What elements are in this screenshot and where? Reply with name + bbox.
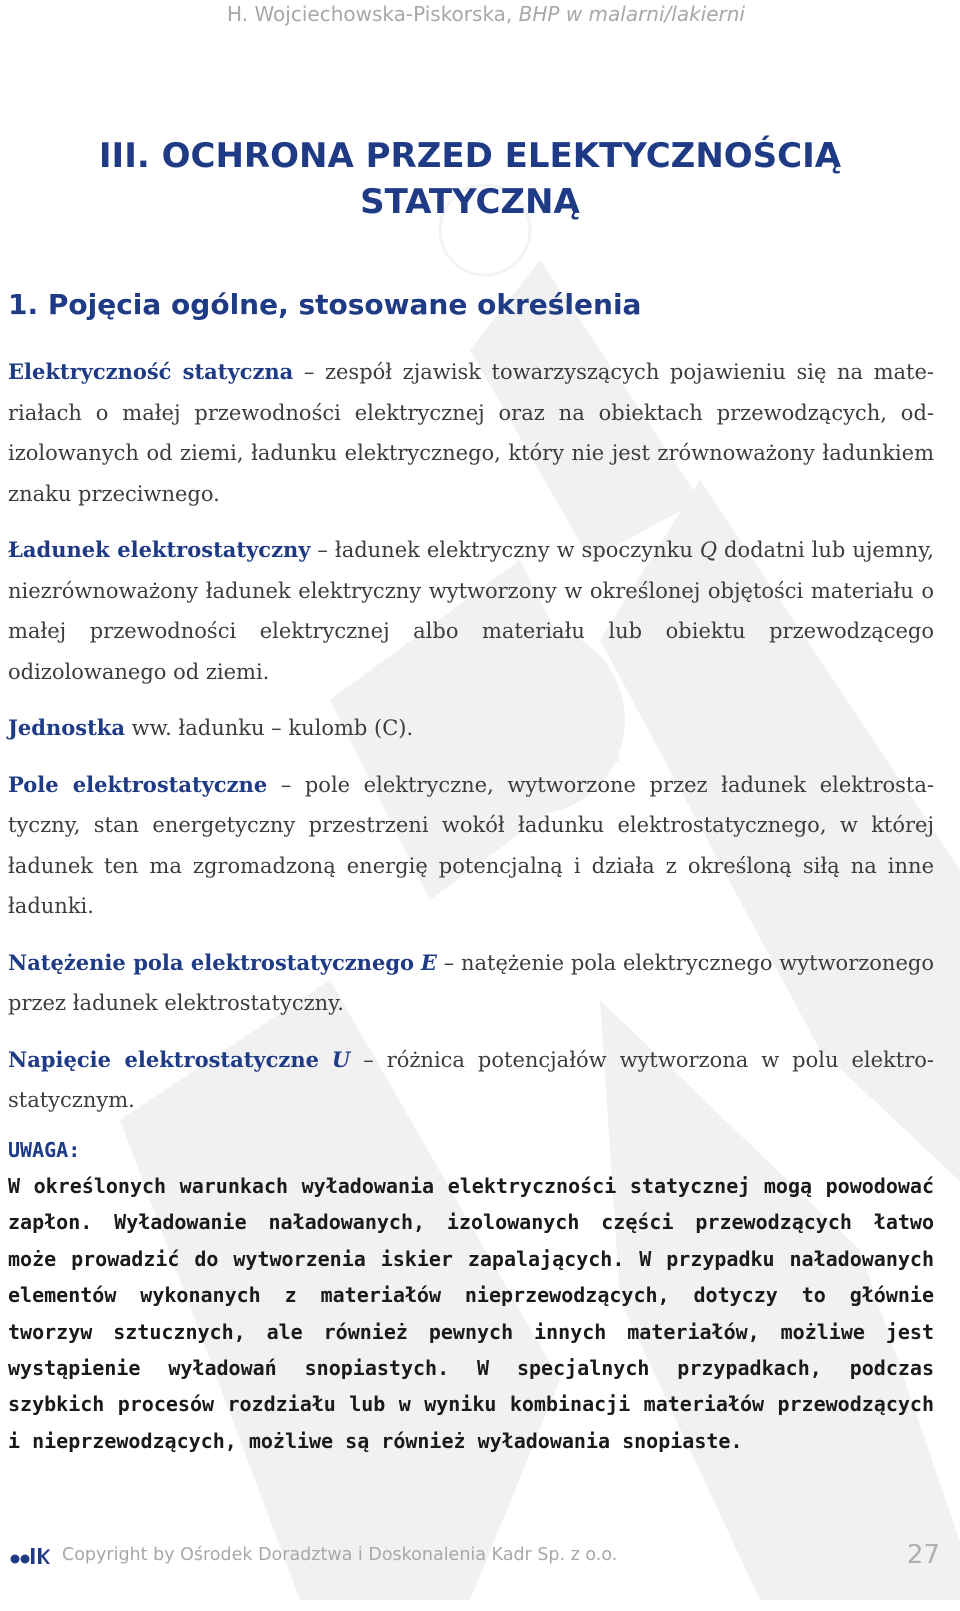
- definition-electrostatic-field: Pole elektrostatyczne – pole elektryczne, wytworzone przez ładunek elektrostatyczny, stan energetyczny przestrzeni wokół ładunku elektrostatycznego, w której ładunek ten ma zgromadzoną energię potencjalną i działa z określoną siłą na inne ładunki.: [8, 771, 934, 918]
- chapter-title-line2: STATYCZNĄ: [360, 182, 580, 222]
- definition-electrostatics: Elektryczność statyczna – zespół zjawisk towarzyszących pojawieniu się na materiałach o małej przewodności elektrycznej oraz na obiektach przewodzących, odizolowanych od ziemi, ładunku elektrycznego, który nie jest zrównoważony ładunkiem znaku przeciwnego.: [8, 359, 934, 506]
- definition-electrostatic-charge: Ładunek elektrostatyczny – ładunek elektryczny w spoczynku Q dodatni lub ujemny, niezrównoważony ładunek elektryczny wytworzony w określonej objętości materiału o małej przewodności elektrycznej albo materiału lub obiektu przewodzącego odizolowanego od ziemi.: [8, 537, 934, 684]
- definition-text: różnica potencjałów wytworzona w polu elektrostatycznym.: [8, 1047, 934, 1112]
- symbol-e: E: [420, 949, 437, 975]
- section-title: 1. Pojęcia ogólne, stosowane określenia: [8, 288, 642, 321]
- chapter-title-line1: III. OCHRONA PRZED ELEKTYCZNOŚCIĄ: [98, 136, 842, 176]
- chapter-title: [0, 133, 940, 225]
- header-book-title: BHP w malarni/lakierni: [518, 2, 745, 26]
- note-heading: UWAGA:: [8, 1138, 81, 1162]
- footer-copyright: Copyright by Ośrodek Doradztwa i Doskonalenia Kadr Sp. z o.o.: [62, 1545, 618, 1565]
- definition-term: Napięcie elektrostatyczne: [8, 1046, 319, 1072]
- note-text: W określonych warunkach wyładowania elektryczności statycznej mogą powodować zapłon. Wyładowanie naładowanych, izolowanych części przewodzących łatwo może prowadzić do wytworzenia iskier zapalających. W przypadku naładowanych elementów wykonanych z materiałów nieprzewodzących, dotyczy to głównie tworzyw sztucznych, ale również pewnych innych materiałów, możliwe jest wystąpienie wyładowań snopiastych. W specjalnych przypadkach, podczas szybkich procesów rozdziału lub w wyniku kombinacji materiałów przewodzących i nieprzewodzących, możliwe są również wyładowania snopiaste.: [8, 1174, 934, 1453]
- definition-term: Ładunek elektrostatyczny: [8, 537, 311, 562]
- definition-term: Elektryczność statyczna: [8, 359, 294, 384]
- definition-text: natężenie pola elektrycznego wytworzonego przez ładunek elektrostatyczny.: [8, 950, 934, 1015]
- page-number: 27: [906, 1540, 940, 1570]
- definition-term: Pole elektrostatyczne: [8, 771, 268, 797]
- running-header: [227, 0, 745, 28]
- definition-text: zespół zjawisk towarzyszących pojawieniu się na materiałach o małej przewodności elektrycznej oraz na obiektach przewodzących, odizolowanych od ziemi, ładunku elektrycznego, który nie jest zrównoważony ładunkiem znaku przeciwnego.: [8, 360, 934, 506]
- definition-text-cont: dodatni lub ujemny, niezrównoważony ładunek elektryczny wytworzony w określonej objętości materiału o małej przewodności elektrycznej albo materiału lub obiektu przewodzącego odizolowanego od ziemi.: [8, 538, 934, 684]
- footer: [10, 1538, 940, 1572]
- symbol-q: Q: [699, 538, 718, 562]
- header-author: H. Wojciechowska-Piskorska,: [227, 2, 513, 26]
- definition-field-strength: Natężenie pola elektrostatycznego E – natężenie pola elektrycznego wytworzonego przez ładunek elektrostatyczny.: [8, 949, 934, 1015]
- definition-text: ładunek elektryczny w spoczynku: [334, 538, 693, 562]
- definitions-list: [8, 352, 934, 1137]
- definition-text: pole elektryczne, wytworzone przez ładunek elektrostatyczny, stan energetyczny przestrzeni wokół ładunku elektrostatycznego, w której ładunek ten ma zgromadzoną energię potencjalną i działa z określoną siłą na inne ładunki.: [8, 772, 934, 918]
- definition-unit: [8, 708, 934, 749]
- odik-logo-icon: [10, 1544, 50, 1566]
- definition-term: Jednostka: [8, 715, 125, 740]
- definition-term: Natężenie pola elektrostatycznego: [8, 949, 415, 975]
- definition-text: ww. ładunku – kulomb (C).: [131, 716, 414, 740]
- definition-voltage: Napięcie elektrostatyczne U – różnica potencjałów wytworzona w polu elektrostatycznym.: [8, 1046, 934, 1112]
- symbol-u: U: [331, 1046, 351, 1072]
